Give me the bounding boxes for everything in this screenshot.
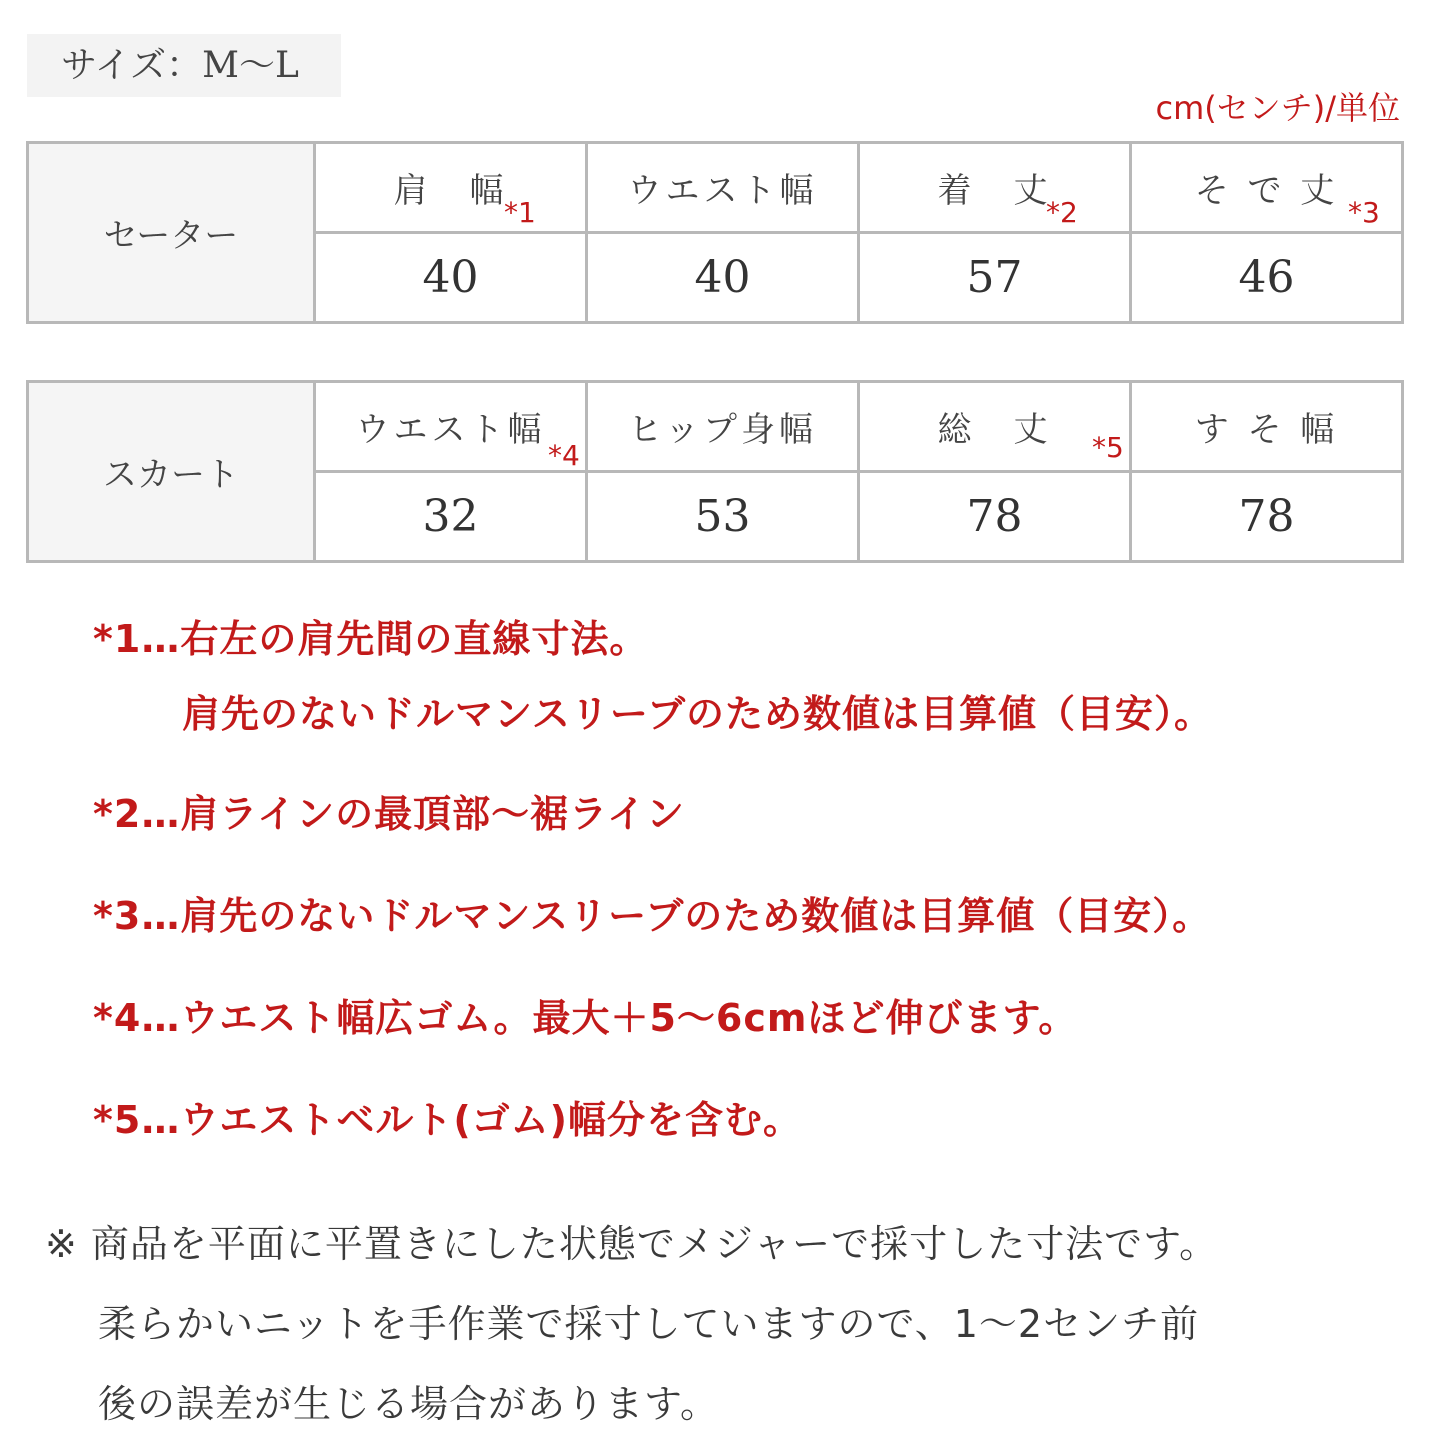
note-1-continued: 肩先のないドルマンスリーブのため数値は目算値（目安）。 [182, 692, 1213, 736]
col-label: そ で 丈 [1194, 171, 1339, 211]
sweater-col-sleeve [1131, 143, 1403, 233]
footnote-mark: *3 [1348, 196, 1380, 229]
skirt-col-total-length [859, 382, 1131, 472]
col-label: 総 丈 [937, 410, 1052, 450]
sweater-value: 40 [315, 233, 587, 323]
note-3: *3…肩先のないドルマンスリーブのため数値は目算値（目安）。 [93, 894, 1212, 938]
footnote-mark: *1 [504, 196, 536, 229]
col-label: 着 丈 [937, 171, 1052, 211]
sweater-col-waist [587, 143, 859, 233]
note-5: *5…ウエストベルト(ゴム)幅分を含む。 [93, 1098, 803, 1142]
skirt-col-hem [1131, 382, 1403, 472]
skirt-value: 78 [1131, 472, 1403, 562]
skirt-col-hip [587, 382, 859, 472]
note-4: *4…ウエスト幅広ゴム。最大＋5〜6cmほど伸びます。 [93, 996, 1078, 1040]
unit-label: cm(センチ)/単位 [1155, 89, 1400, 127]
footnote-mark: *5 [1092, 431, 1124, 464]
size-label: サイズ：M〜L [27, 34, 341, 97]
col-label: 肩 幅 [393, 171, 508, 211]
sweater-value: 40 [587, 233, 859, 323]
col-label: ヒップ身幅 [628, 410, 817, 450]
sweater-col-shoulder [315, 143, 587, 233]
sweater-size-table [26, 141, 1404, 324]
skirt-title: スカート [28, 382, 315, 562]
skirt-value: 78 [859, 472, 1131, 562]
skirt-size-table [26, 380, 1404, 563]
col-label: ウエスト幅 [627, 171, 818, 211]
skirt-value: 32 [315, 472, 587, 562]
skirt-value: 53 [587, 472, 859, 562]
sweater-col-length [859, 143, 1131, 233]
sweater-value: 46 [1131, 233, 1403, 323]
sweater-value: 57 [859, 233, 1131, 323]
remark-line-2: 柔らかいニットを手作業で採寸していますので、1〜2センチ前 [98, 1302, 1200, 1346]
skirt-col-waist [315, 382, 587, 472]
sweater-title: セーター [28, 143, 315, 323]
remark-line-1: ※ 商品を平面に平置きにした状態でメジャーで採寸した寸法です。 [45, 1222, 1219, 1266]
col-label: ウエスト幅 [355, 410, 546, 450]
col-label: す そ 幅 [1194, 410, 1339, 450]
footnote-mark: *2 [1046, 196, 1078, 229]
note-2: *2…肩ラインの最頂部〜裾ライン [93, 792, 686, 836]
note-1: *1…右左の肩先間の直線寸法。 [93, 617, 649, 661]
remark-line-3: 後の誤差が生じる場合があります。 [98, 1382, 719, 1426]
footnote-mark: *4 [548, 439, 580, 472]
